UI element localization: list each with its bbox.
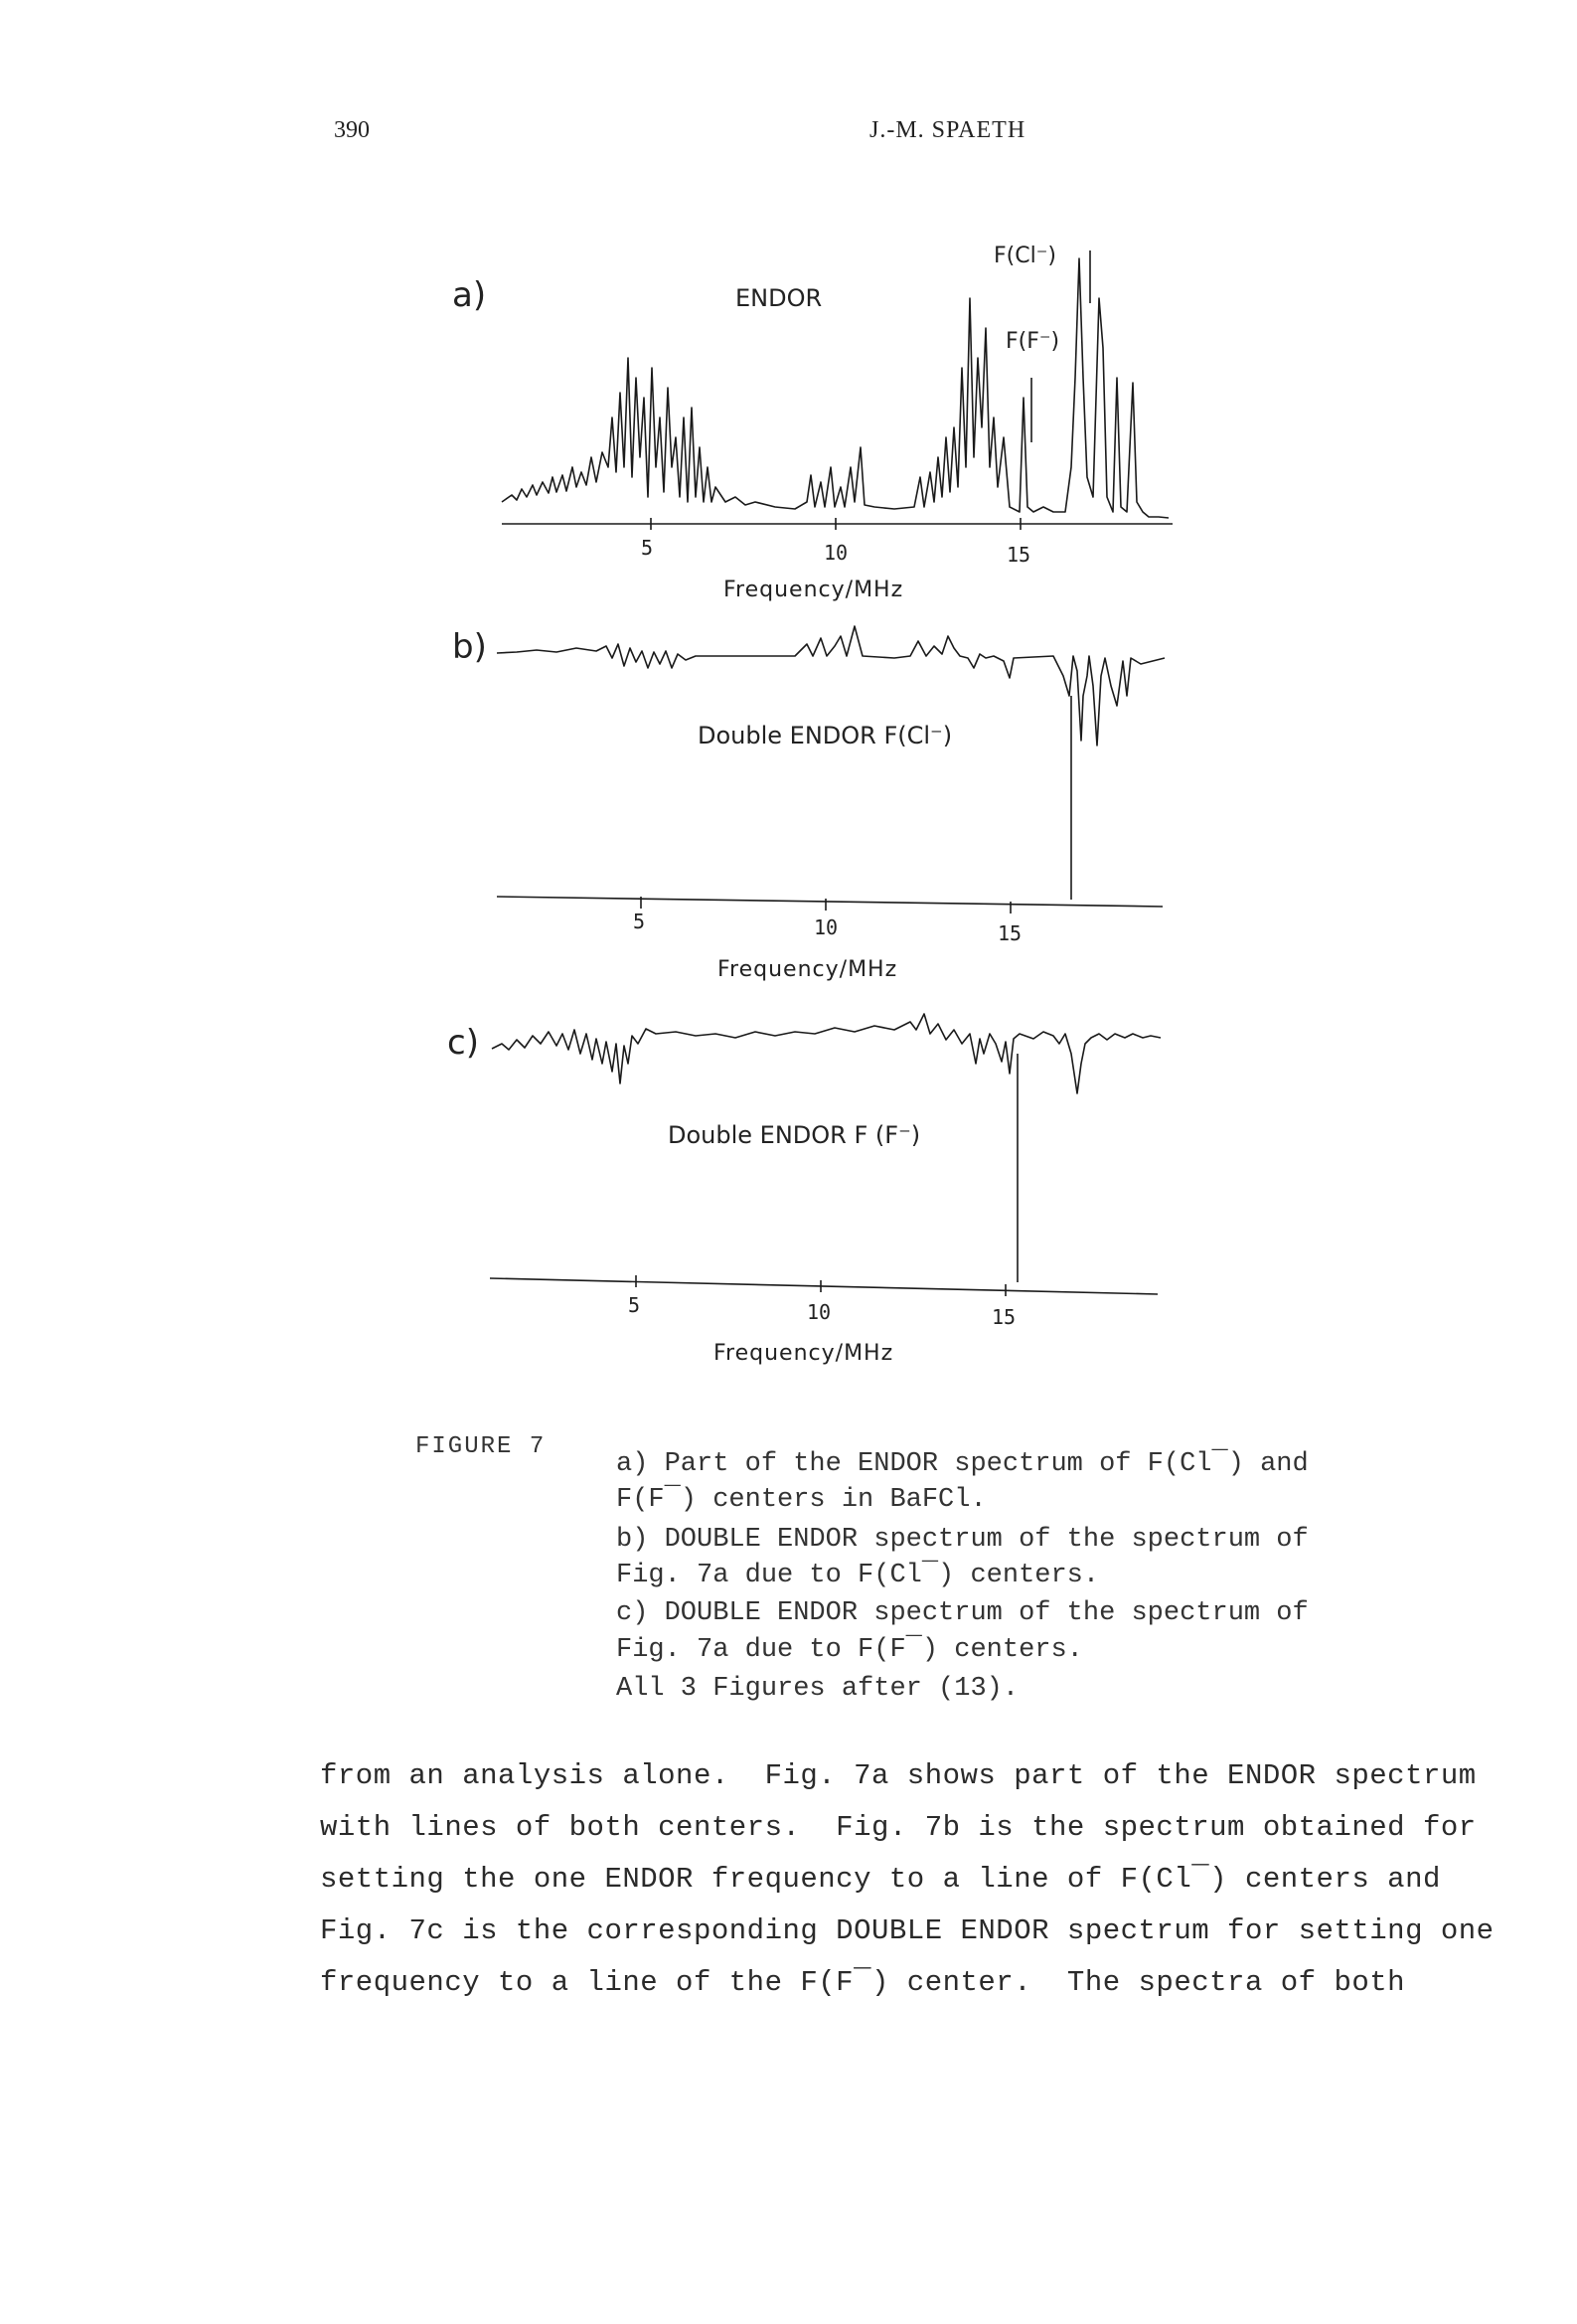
x-tick-label: 5 xyxy=(641,536,654,560)
panel-letter: c) xyxy=(447,1023,479,1063)
panel-label: ENDOR xyxy=(735,284,823,312)
caption-line: a) Part of the ENDOR spectrum of F(Cl¯) and xyxy=(616,1449,1309,1479)
body-line: frequency to a line of the F(F¯) center. The spectra of both xyxy=(320,1966,1406,1999)
body-line: setting the one ENDOR frequency to a line of F(Cl¯) centers and xyxy=(320,1863,1441,1896)
spectrum-trace xyxy=(492,1014,1161,1093)
caption-line: Fig. 7a due to F(Cl¯) centers. xyxy=(616,1561,1100,1590)
panel-letter: a) xyxy=(452,275,487,315)
x-tick-label: 5 xyxy=(628,1293,641,1317)
panel-c xyxy=(447,1014,1161,1366)
x-tick-label: 15 xyxy=(1007,543,1031,567)
panel-label: Double ENDOR F(Cl⁻) xyxy=(698,722,953,749)
x-axis-title: Frequency/MHz xyxy=(723,578,904,602)
x-tick-label: 10 xyxy=(807,1300,832,1324)
caption-line: F(F¯) centers in BaFCl. xyxy=(616,1485,987,1515)
panel-label: Double ENDOR F (F⁻) xyxy=(668,1121,921,1149)
caption-label: FIGURE 7 xyxy=(415,1433,547,1460)
caption-line: All 3 Figures after (13). xyxy=(616,1674,1020,1704)
page-number: 390 xyxy=(334,117,370,143)
peak-label-fcl: F(Cl⁻) xyxy=(994,244,1056,268)
body-line: from an analysis alone. Fig. 7a shows part of the ENDOR spectrum xyxy=(320,1759,1477,1792)
x-axis xyxy=(490,1278,1158,1294)
body-line: with lines of both centers. Fig. 7b is the spectrum obtained for xyxy=(320,1811,1477,1844)
panel-a xyxy=(452,244,1173,602)
x-axis xyxy=(497,897,1163,907)
body-line: Fig. 7c is the corresponding DOUBLE ENDOR spectrum for setting one xyxy=(320,1914,1495,1947)
peak-label-ff: F(F⁻) xyxy=(1006,329,1060,354)
x-axis-title: Frequency/MHz xyxy=(713,1341,894,1366)
x-axis-title: Frequency/MHz xyxy=(717,957,898,982)
caption-line: c) DOUBLE ENDOR spectrum of the spectrum of xyxy=(616,1598,1309,1628)
x-tick-label: 15 xyxy=(998,921,1023,945)
x-tick-label: 15 xyxy=(992,1305,1017,1329)
running-title: J.-M. SPAETH xyxy=(869,117,1026,143)
x-tick-label: 5 xyxy=(633,910,646,933)
panel-b xyxy=(452,626,1165,982)
caption-line: Fig. 7a due to F(F¯) centers. xyxy=(616,1635,1083,1665)
panel-letter: b) xyxy=(452,627,487,667)
x-tick-label: 10 xyxy=(814,915,839,939)
spectrum-trace xyxy=(502,258,1169,518)
caption-line: b) DOUBLE ENDOR spectrum of the spectrum of xyxy=(616,1525,1309,1555)
x-tick-label: 10 xyxy=(824,541,849,565)
